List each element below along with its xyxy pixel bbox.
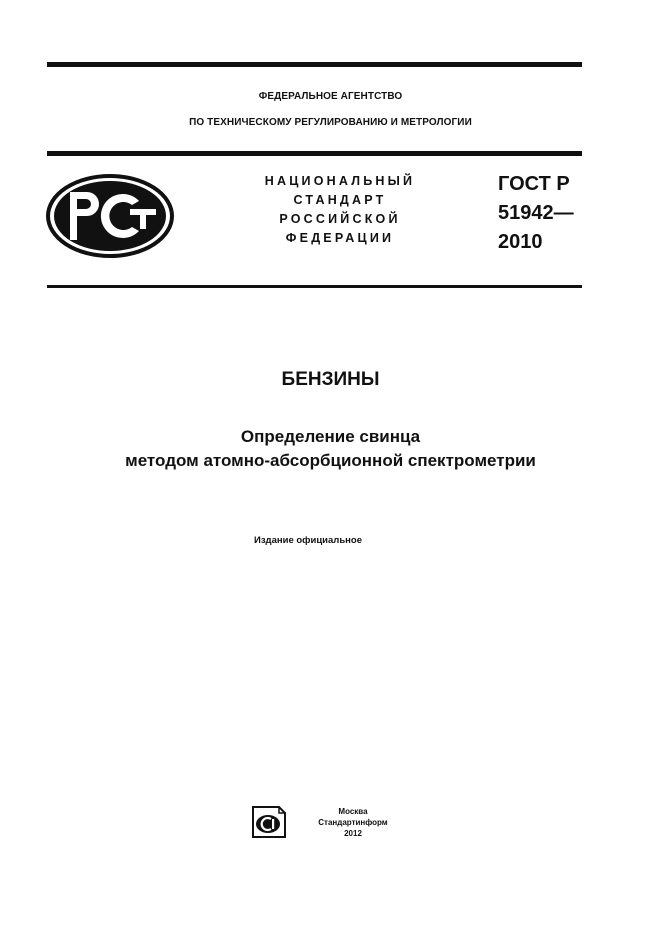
document-title: БЕНЗИНЫ [281, 369, 380, 390]
publisher-info [303, 806, 403, 839]
subtitle-line1: Определение свинца [240, 427, 421, 446]
publisher-year: 2012 [344, 829, 362, 838]
designation-line2: 51942— [498, 202, 574, 224]
edition-label: Издание официальное [254, 535, 362, 546]
top-rule [47, 62, 582, 67]
standard-designation [498, 170, 574, 257]
standard-type-line: ФЕДЕРАЦИИ [285, 231, 395, 245]
standartinform-logo-icon [249, 805, 289, 844]
agency-name-line1: ФЕДЕРАЛЬНОЕ АГЕНТСТВО [258, 91, 403, 102]
designation-line3: 2010 [498, 231, 543, 253]
header-rule [47, 151, 582, 156]
publisher-city: Москва [338, 807, 368, 816]
rst-certification-logo-icon [46, 174, 174, 263]
designation-line1: ГОСТ Р [498, 173, 570, 195]
standard-type [220, 172, 460, 248]
publisher-name: Стандартинформ [318, 818, 388, 827]
subtitle-line2: методом атомно-абсорбционной спектрометрии [125, 451, 536, 470]
standard-type-line: РОССИЙСКОЙ [279, 212, 401, 226]
agency-name-line2: ПО ТЕХНИЧЕСКОМУ РЕГУЛИРОВАНИЮ И МЕТРОЛОГИИ [189, 117, 472, 128]
section-rule [47, 285, 582, 288]
document-subtitle [0, 425, 661, 473]
standard-type-line: НАЦИОНАЛЬНЫЙ [264, 174, 416, 188]
standard-type-line: СТАНДАРТ [293, 193, 387, 207]
